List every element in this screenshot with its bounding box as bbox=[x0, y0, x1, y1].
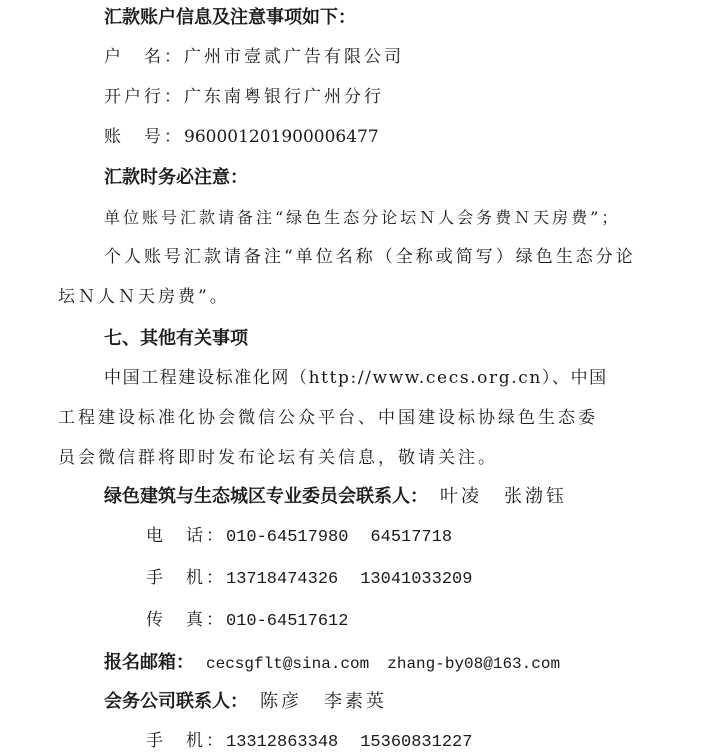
registration-email-1: cecsgflt@sina.com bbox=[206, 655, 370, 673]
committee-contact-label: 绿色建筑与生态城区专业委员会联系人： bbox=[104, 486, 428, 507]
notice-heading: 汇款时务必注意： bbox=[104, 167, 248, 188]
bank-row bbox=[104, 89, 384, 106]
section7-paragraph-line-1: 中国工程建设标准化网（http://www.cecs.org.cn）、中国 bbox=[104, 368, 608, 388]
tel-number-1: 010-64517980 bbox=[226, 528, 349, 547]
section7-paragraph-line-3: 员会微信群将即时发布论坛有关信息，敬请关注。 bbox=[58, 448, 498, 468]
account-number-value: 960001201900006477 bbox=[184, 127, 379, 147]
remit-heading: 汇款账户信息及注意事项如下： bbox=[104, 7, 356, 28]
bank-value: 广东南粤银行广州分行 bbox=[184, 87, 384, 107]
company-contact-1: 陈彦 bbox=[260, 691, 302, 712]
section7-paragraph-line-2: 工程建设标准化协会微信公众平台、中国建设标协绿色生态委 bbox=[58, 408, 598, 428]
tel-label: 电 话： bbox=[146, 526, 226, 546]
account-name-label: 户 名： bbox=[104, 47, 184, 67]
committee-tel-row bbox=[146, 528, 452, 546]
committee-mobile-1: 13718474326 bbox=[226, 570, 339, 589]
company-contact-2: 李素英 bbox=[324, 691, 387, 712]
committee-mobile-row bbox=[146, 570, 472, 588]
company-contact-row bbox=[104, 693, 387, 711]
account-name-value: 广州市壹贰广告有限公司 bbox=[184, 47, 404, 67]
fax-number: 010-64517612 bbox=[226, 612, 349, 631]
company-mobile-2: 15360831227 bbox=[360, 733, 473, 752]
committee-contact-1: 叶凌 bbox=[440, 486, 482, 507]
company-mobile-label: 手 机： bbox=[146, 731, 226, 751]
registration-email-row bbox=[104, 654, 560, 672]
notice-line-2b: 坛Ｎ人Ｎ天房费”。 bbox=[58, 287, 230, 307]
account-name-row bbox=[104, 49, 404, 66]
tel-number-2: 64517718 bbox=[370, 528, 453, 547]
company-contact-label: 会务公司联系人： bbox=[104, 691, 248, 712]
notice-line-1: 单位账号汇款请备注“绿色生态分论坛Ｎ人会务费Ｎ天房费”； bbox=[104, 208, 621, 227]
bank-label: 开户行： bbox=[104, 87, 184, 107]
committee-mobile-2: 13041033209 bbox=[360, 570, 473, 589]
registration-email-2: zhang-by08@163.com bbox=[387, 655, 561, 673]
company-mobile-1: 13312863348 bbox=[226, 733, 339, 752]
account-number-label: 账 号： bbox=[104, 127, 184, 147]
committee-fax-row bbox=[146, 612, 348, 630]
fax-label: 传 真： bbox=[146, 610, 226, 630]
committee-mobile-label: 手 机： bbox=[146, 568, 226, 588]
account-number-row bbox=[104, 129, 379, 146]
committee-contact-row bbox=[104, 488, 567, 506]
section7-heading: 七、其他有关事项 bbox=[104, 328, 248, 349]
committee-contact-2: 张渤钰 bbox=[504, 486, 567, 507]
registration-email-label: 报名邮箱： bbox=[104, 652, 194, 673]
company-mobile-row bbox=[146, 733, 472, 751]
notice-line-2a: 个人账号汇款请备注“单位名称（全称或简写）绿色生态分论 bbox=[104, 247, 636, 267]
